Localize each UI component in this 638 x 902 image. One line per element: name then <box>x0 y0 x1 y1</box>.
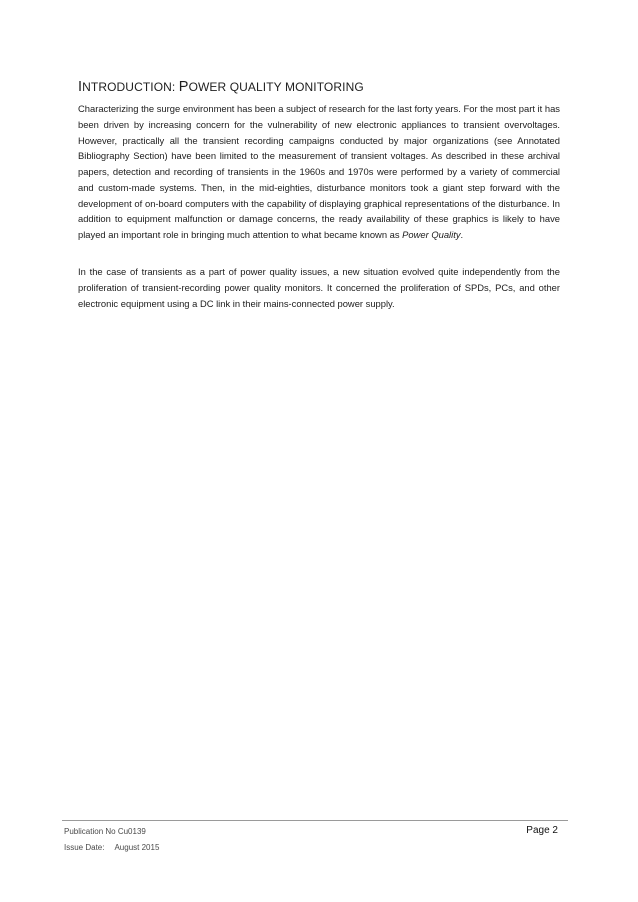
issue-date-value: August 2015 <box>114 843 160 852</box>
footer-publication <box>64 827 146 836</box>
paragraph-2: In the case of transients as a part of power quality issues, a new situation evolved quite independently from the proliferation of transient-recording power quality monitors. It concerned the proliferation of SPDs, PCs, and other electronic equipment using a DC link in their mains-connected power supply. <box>78 266 560 309</box>
publication-label: Publication No <box>64 827 116 836</box>
footer-divider <box>62 820 568 821</box>
footer-issue-date <box>64 843 159 852</box>
heading-separator: : <box>171 80 179 94</box>
section-heading <box>78 79 568 95</box>
paragraph-1-emphasis: Power Quality <box>402 229 461 240</box>
heading-initial-1: I <box>78 79 83 95</box>
publication-number: Cu0139 <box>117 827 146 836</box>
heading-rest-1: NTRODUCTION <box>82 80 172 94</box>
paragraph-1 <box>78 101 560 243</box>
heading-initial-2: P <box>178 79 189 95</box>
issue-date-label: Issue Date: <box>64 843 105 852</box>
heading-rest-2: OWER QUALITY MONITORING <box>188 80 364 94</box>
page-number: Page 2 <box>526 825 558 836</box>
paragraph-1-end: . <box>460 229 464 240</box>
paragraph-1-text: Characterizing the surge environment has been a subject of research for the last forty years. For the most part it has been driven by increasing concern for the vulnerability of new electronic appliances to transient overvoltages. However, practically all the transient recording campaigns conducted by major organizations (see Annotated Bibliography Section) have been limited to the measurement of transient voltages. As described in these archival papers, detection and recording of transients in the 1960s and 1970s were performed by a variety of commercial and custom-made systems. Then, in the mid-eighties, disturbance monitors took a giant step forward with the development of on-board computers with the capability of displaying graphical representations of the disturbance. In addition to equipment malfunction or damage concerns, the ready availability of these graphics is likely to have played an important role in bringing much attention to what became known as <box>78 103 560 240</box>
